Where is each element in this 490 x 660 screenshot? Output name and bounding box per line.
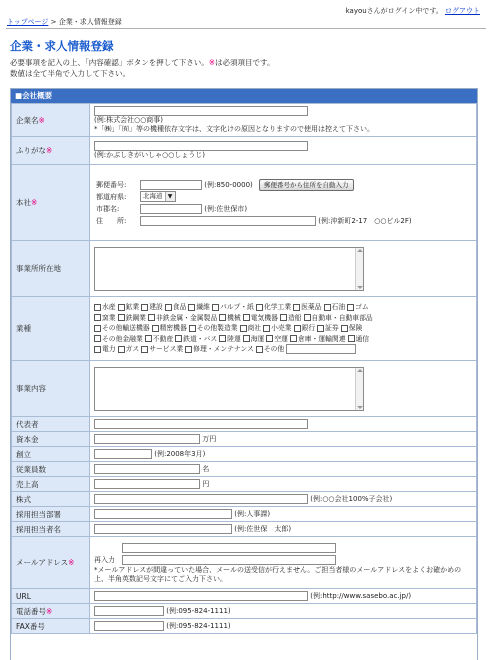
industry-checkbox[interactable] [341, 323, 363, 333]
required-mark: ※ [31, 198, 38, 207]
industry-label: 小売業 [271, 324, 292, 333]
label-sales: 売上高 [12, 477, 90, 492]
cell-hr-person [90, 522, 477, 537]
industry-label: 電気機器 [250, 313, 278, 322]
industry-row [94, 334, 472, 345]
row-company-name [12, 104, 477, 137]
cell-phone [90, 604, 477, 619]
postal-label: 郵便番号: [96, 180, 127, 189]
instruction-post: は必須項目です。 [215, 58, 275, 67]
section-header: ■会社概要 [11, 89, 477, 103]
hr-person-input[interactable] [94, 524, 232, 534]
checkbox-box[interactable] [240, 325, 247, 332]
cell-url [90, 589, 477, 604]
label-company-name [12, 104, 90, 137]
industry-checkbox[interactable] [94, 302, 116, 312]
cell-fax [90, 619, 477, 634]
page-title: 企業・求人情報登録 [10, 39, 114, 53]
label-hr-dept: 採用担当部署 [12, 507, 90, 522]
stock-input[interactable] [94, 494, 308, 504]
postal-example: (例:850-0000) [204, 180, 253, 189]
cell-business [90, 361, 477, 417]
industry-checkbox[interactable] [118, 302, 140, 312]
industry-label: 食品 [172, 303, 187, 312]
fax-example: (例:095-824-1111) [166, 622, 231, 630]
founded-input[interactable] [94, 449, 152, 459]
login-status-text: kayouさんがログイン中です。 [345, 7, 443, 15]
row-stock [12, 492, 477, 507]
cell-stock [90, 492, 477, 507]
industry-label: 水産 [102, 303, 116, 312]
hq-address-row [94, 215, 472, 227]
hq-postal-row [94, 179, 472, 191]
instruction-pre: 必要事項を記入の上、「内容確認」ボタンを押して下さい。 [10, 58, 209, 67]
checkbox-box[interactable] [212, 304, 219, 311]
industry-checkbox[interactable] [165, 302, 187, 312]
industry-label: 医薬品 [301, 303, 322, 312]
row-url [12, 589, 477, 604]
city-example: (例:佐世保市) [204, 204, 248, 213]
industry-checkbox[interactable] [324, 302, 346, 312]
pref-label: 都道府県: [96, 192, 127, 201]
url-example: (例:http://www.sasebo.ac.jp/) [310, 592, 412, 600]
industry-checkbox[interactable] [317, 323, 339, 333]
industry-row [94, 302, 472, 313]
label-hr-person: 採用担当者名 [12, 522, 90, 537]
employees-input[interactable] [94, 464, 200, 474]
industry-label: 証券 [325, 324, 339, 333]
cell-industry [90, 297, 477, 361]
industry-label: 鉄鋼業 [125, 313, 146, 322]
industry-checkbox[interactable] [266, 334, 288, 344]
checkbox-box[interactable] [341, 325, 348, 332]
label-business: 事業内容 [12, 361, 90, 417]
industry-checkbox[interactable] [240, 323, 262, 333]
industry-label: 窯業 [102, 313, 116, 322]
hr-dept-example: (例:人事課) [234, 510, 271, 518]
cell-employees [90, 462, 477, 477]
business-textarea[interactable] [94, 367, 364, 411]
cell-capital [90, 432, 477, 447]
industry-row [94, 323, 472, 334]
breadcrumb-separator: > [48, 18, 59, 26]
industry-checkbox[interactable] [118, 344, 140, 354]
checkbox-box[interactable] [165, 304, 172, 311]
industry-label: 建設 [149, 303, 163, 312]
checkbox-box[interactable] [118, 314, 125, 321]
checkbox-box[interactable] [243, 335, 250, 342]
industry-label: 化学工業 [263, 303, 292, 312]
prefecture-value: 北海道 [143, 192, 163, 200]
sales-unit: 円 [202, 480, 210, 488]
offices-textarea[interactable] [94, 247, 364, 291]
industry-label: 空運 [274, 334, 288, 343]
industry-label: その他 [263, 345, 285, 354]
industry-label: 自動車・自動車部品 [311, 313, 373, 322]
cell-hq [90, 165, 477, 241]
company-form [10, 88, 478, 660]
industry-label: 不動産 [152, 334, 174, 343]
postal-code-input[interactable] [140, 180, 202, 190]
logout-link[interactable]: ログアウト [445, 7, 480, 15]
checkbox-box[interactable] [256, 346, 263, 353]
hr-dept-input[interactable] [94, 509, 232, 519]
industry-label: 造船 [287, 313, 302, 322]
industry-label: 通信 [355, 334, 370, 343]
industry-label: サービス業 [149, 345, 184, 354]
email-input[interactable] [122, 543, 336, 553]
industry-label: ガス [125, 345, 140, 354]
checkbox-box[interactable] [145, 335, 152, 342]
address-label: 住 所: [96, 216, 127, 225]
industry-label: 電力 [102, 345, 116, 354]
email-confirm-input[interactable] [122, 555, 336, 565]
industry-label: 機械 [227, 313, 241, 322]
label-text: 企業名 [16, 115, 39, 125]
industry-checkbox[interactable] [212, 302, 254, 312]
industry-checkbox[interactable] [94, 323, 150, 333]
checkbox-box[interactable] [118, 346, 125, 353]
cell-representative [90, 417, 477, 432]
address-example: (例:沖新町2-17 ○○ビル2F) [318, 216, 412, 225]
checkbox-box[interactable] [185, 346, 192, 353]
cell-sales [90, 477, 477, 492]
row-employees [12, 462, 477, 477]
cell-offices [90, 241, 477, 297]
row-industry [12, 297, 477, 361]
industry-checkbox[interactable] [148, 313, 217, 323]
industry-label: パルプ・紙 [219, 303, 254, 312]
half-width-note: 数値は全て半角で入力して下さい。 [10, 69, 130, 78]
industry-label: 石油 [331, 303, 346, 312]
industry-label: 修理・メンテナンス [193, 345, 254, 354]
phone-input[interactable] [94, 606, 164, 616]
checkbox-box[interactable] [118, 304, 125, 311]
industry-label: 繊維 [196, 303, 210, 312]
breadcrumb [6, 16, 486, 29]
fax-input[interactable] [94, 621, 164, 631]
checkbox-box[interactable] [290, 335, 297, 342]
checkbox-box[interactable] [348, 335, 355, 342]
industry-label: その他製造業 [196, 324, 238, 333]
row-business [12, 361, 477, 417]
checkbox-box[interactable] [347, 304, 354, 311]
industry-checkbox[interactable] [188, 302, 210, 312]
row-furigana [12, 137, 477, 165]
representative-input[interactable] [94, 419, 308, 429]
industry-label: 精密機器 [159, 324, 187, 333]
hr-person-example: (例:佐世保 太郎) [234, 525, 292, 533]
industry-row [94, 313, 472, 324]
company-form-table [11, 103, 477, 634]
instruction-text [10, 57, 274, 68]
chevron-down-icon: ▼ [165, 192, 175, 201]
row-hr-dept [12, 507, 477, 522]
email-warning: *メールアドレスが間違っていた場合、メールの送受信が行えません。ご担当者様のメールアドレスをよくお確かめの上、半角英数記号文字にてご入力下さい。 [94, 565, 462, 583]
checkbox-box[interactable] [219, 335, 226, 342]
stock-example: (例:○○会社100%子会社) [310, 495, 393, 503]
scrollbar[interactable] [355, 248, 363, 290]
cell-founded [90, 447, 477, 462]
industry-checkbox[interactable] [348, 334, 370, 344]
industry-checkbox[interactable] [290, 334, 346, 344]
label-hq [12, 165, 90, 241]
required-mark: ※ [68, 558, 75, 567]
furigana-input[interactable] [94, 141, 308, 151]
checkbox-box[interactable] [317, 325, 324, 332]
industry-checkbox[interactable] [219, 313, 241, 323]
label-offices: 事業所所在地 [12, 241, 90, 297]
required-mark: ※ [46, 146, 53, 155]
phone-example: (例:095-824-1111) [166, 607, 231, 615]
industry-label: 海運 [250, 334, 265, 343]
industry-label: ゴム [355, 303, 369, 312]
employees-unit: 名 [202, 465, 210, 473]
industry-checkbox[interactable] [293, 302, 321, 312]
label-fax: FAX番号 [12, 619, 90, 634]
industry-label: 非鉄金属・金属製品 [155, 313, 218, 322]
row-representative [12, 417, 477, 432]
postal-autofill-button[interactable]: 郵便番号から住所を自動入力 [259, 179, 354, 191]
checkbox-box[interactable] [94, 325, 101, 332]
email-confirm-row [94, 554, 472, 566]
industry-checkbox[interactable] [94, 334, 143, 344]
label-email [12, 537, 90, 589]
checkbox-box[interactable] [294, 325, 301, 332]
required-mark: ※ [46, 606, 53, 616]
row-hr-person [12, 522, 477, 537]
row-founded [12, 447, 477, 462]
checkbox-box[interactable] [141, 346, 148, 353]
cell-furigana [90, 137, 477, 165]
checkbox-box[interactable] [219, 314, 226, 321]
industry-label: その他輸送機器 [102, 324, 150, 333]
industry-checkbox[interactable] [141, 344, 183, 354]
industry-checkbox[interactable] [118, 313, 146, 323]
label-industry: 業種 [12, 297, 90, 361]
company-name-example: (例:株式会社○○商事) [94, 116, 164, 124]
prefecture-select[interactable] [140, 191, 176, 202]
hq-pref-row [94, 191, 472, 203]
label-founded: 創立 [12, 447, 90, 462]
industry-checkbox[interactable] [256, 344, 284, 354]
login-status [346, 6, 480, 16]
row-email [12, 537, 477, 589]
company-name-warning: *「㈱」「㈲」等の機種依存文字は、文字化けの原因となりますので使用は控えて下さい。 [94, 125, 374, 133]
city-input[interactable] [140, 204, 202, 214]
address-input[interactable] [140, 216, 316, 226]
checkbox-box[interactable] [94, 335, 101, 342]
row-sales [12, 477, 477, 492]
checkbox-box[interactable] [189, 325, 196, 332]
capital-input[interactable] [94, 434, 200, 444]
sales-input[interactable] [94, 479, 200, 489]
label-capital: 資本金 [12, 432, 90, 447]
label-representative: 代表者 [12, 417, 90, 432]
industry-other-input[interactable] [286, 344, 356, 354]
industry-checkbox[interactable] [94, 344, 116, 354]
scrollbar[interactable] [355, 368, 363, 410]
label-text: メールアドレス [16, 558, 69, 567]
industry-checkbox[interactable] [152, 323, 187, 333]
checkbox-box[interactable] [148, 314, 155, 321]
row-offices [12, 241, 477, 297]
required-mark: ※ [208, 58, 216, 67]
breadcrumb-home-link[interactable]: トップページ [7, 18, 49, 26]
industry-checkbox[interactable] [280, 313, 302, 323]
label-text: 電話番号 [16, 606, 46, 616]
industry-checkbox[interactable] [256, 302, 291, 312]
industry-checkbox[interactable] [145, 334, 173, 344]
company-name-input[interactable] [94, 106, 308, 116]
row-hq [12, 165, 477, 241]
industry-checkbox[interactable] [189, 323, 238, 333]
checkbox-box[interactable] [175, 335, 182, 342]
checkbox-box[interactable] [256, 304, 263, 311]
label-text: 本社 [16, 198, 31, 207]
label-stock: 株式 [12, 492, 90, 507]
label-employees: 従業員数 [12, 462, 90, 477]
industry-label: 倉庫・運輸関連 [297, 334, 346, 343]
checkbox-box[interactable] [243, 314, 250, 321]
industry-label: 陸運 [227, 334, 241, 343]
checkbox-box[interactable] [280, 314, 287, 321]
cell-hr-dept [90, 507, 477, 522]
url-input[interactable] [94, 591, 308, 601]
checkbox-box[interactable] [152, 325, 159, 332]
industry-checkbox[interactable] [175, 334, 217, 344]
checkbox-box[interactable] [94, 346, 101, 353]
checkbox-box[interactable] [263, 325, 270, 332]
industry-checkbox[interactable] [94, 313, 116, 323]
email-reenter-label: 再入力 [94, 555, 115, 564]
hq-city-row [94, 203, 472, 215]
industry-checkbox[interactable] [347, 302, 369, 312]
industry-row [94, 344, 472, 355]
industry-checkbox[interactable] [243, 313, 278, 323]
industry-checkbox[interactable] [219, 334, 241, 344]
industry-label: 鉱業 [125, 303, 140, 312]
checkbox-box[interactable] [266, 335, 273, 342]
industry-label: 商社 [247, 324, 262, 333]
industry-label: 保険 [348, 324, 363, 333]
industry-checkbox[interactable] [304, 313, 373, 323]
checkbox-box[interactable] [141, 304, 148, 311]
row-capital [12, 432, 477, 447]
checkbox-box[interactable] [94, 314, 101, 321]
label-furigana [12, 137, 90, 165]
industry-checkbox[interactable] [294, 323, 316, 333]
industry-checkbox[interactable] [185, 344, 254, 354]
label-phone [12, 604, 90, 619]
breadcrumb-current: 企業・求人情報登録 [58, 18, 122, 26]
capital-unit: 万円 [202, 435, 217, 443]
row-phone [12, 604, 477, 619]
checkbox-box[interactable] [94, 304, 101, 311]
industry-checkbox[interactable] [263, 323, 291, 333]
checkbox-box[interactable] [293, 304, 300, 311]
industry-label: 鉄道・バス [183, 334, 218, 343]
industry-label: 銀行 [301, 324, 316, 333]
industry-checkbox[interactable] [141, 302, 163, 312]
email-row [94, 542, 472, 554]
checkbox-box[interactable] [188, 304, 195, 311]
required-mark: ※ [38, 115, 45, 125]
founded-example: (例:2008年3月) [154, 450, 206, 458]
cell-company-name [90, 104, 477, 137]
checkbox-box[interactable] [304, 314, 311, 321]
cell-email [90, 537, 477, 589]
industry-label: その他金融業 [102, 334, 143, 343]
city-label: 市郡名: [96, 204, 120, 213]
furigana-example: (例:かぶしきがいしゃ○○しょうじ) [94, 151, 206, 159]
label-text: ふりがな [16, 146, 46, 155]
checkbox-box[interactable] [324, 304, 331, 311]
label-url: URL [12, 589, 90, 604]
row-fax [12, 619, 477, 634]
top-bar [6, 6, 486, 16]
industry-checkbox[interactable] [243, 334, 265, 344]
